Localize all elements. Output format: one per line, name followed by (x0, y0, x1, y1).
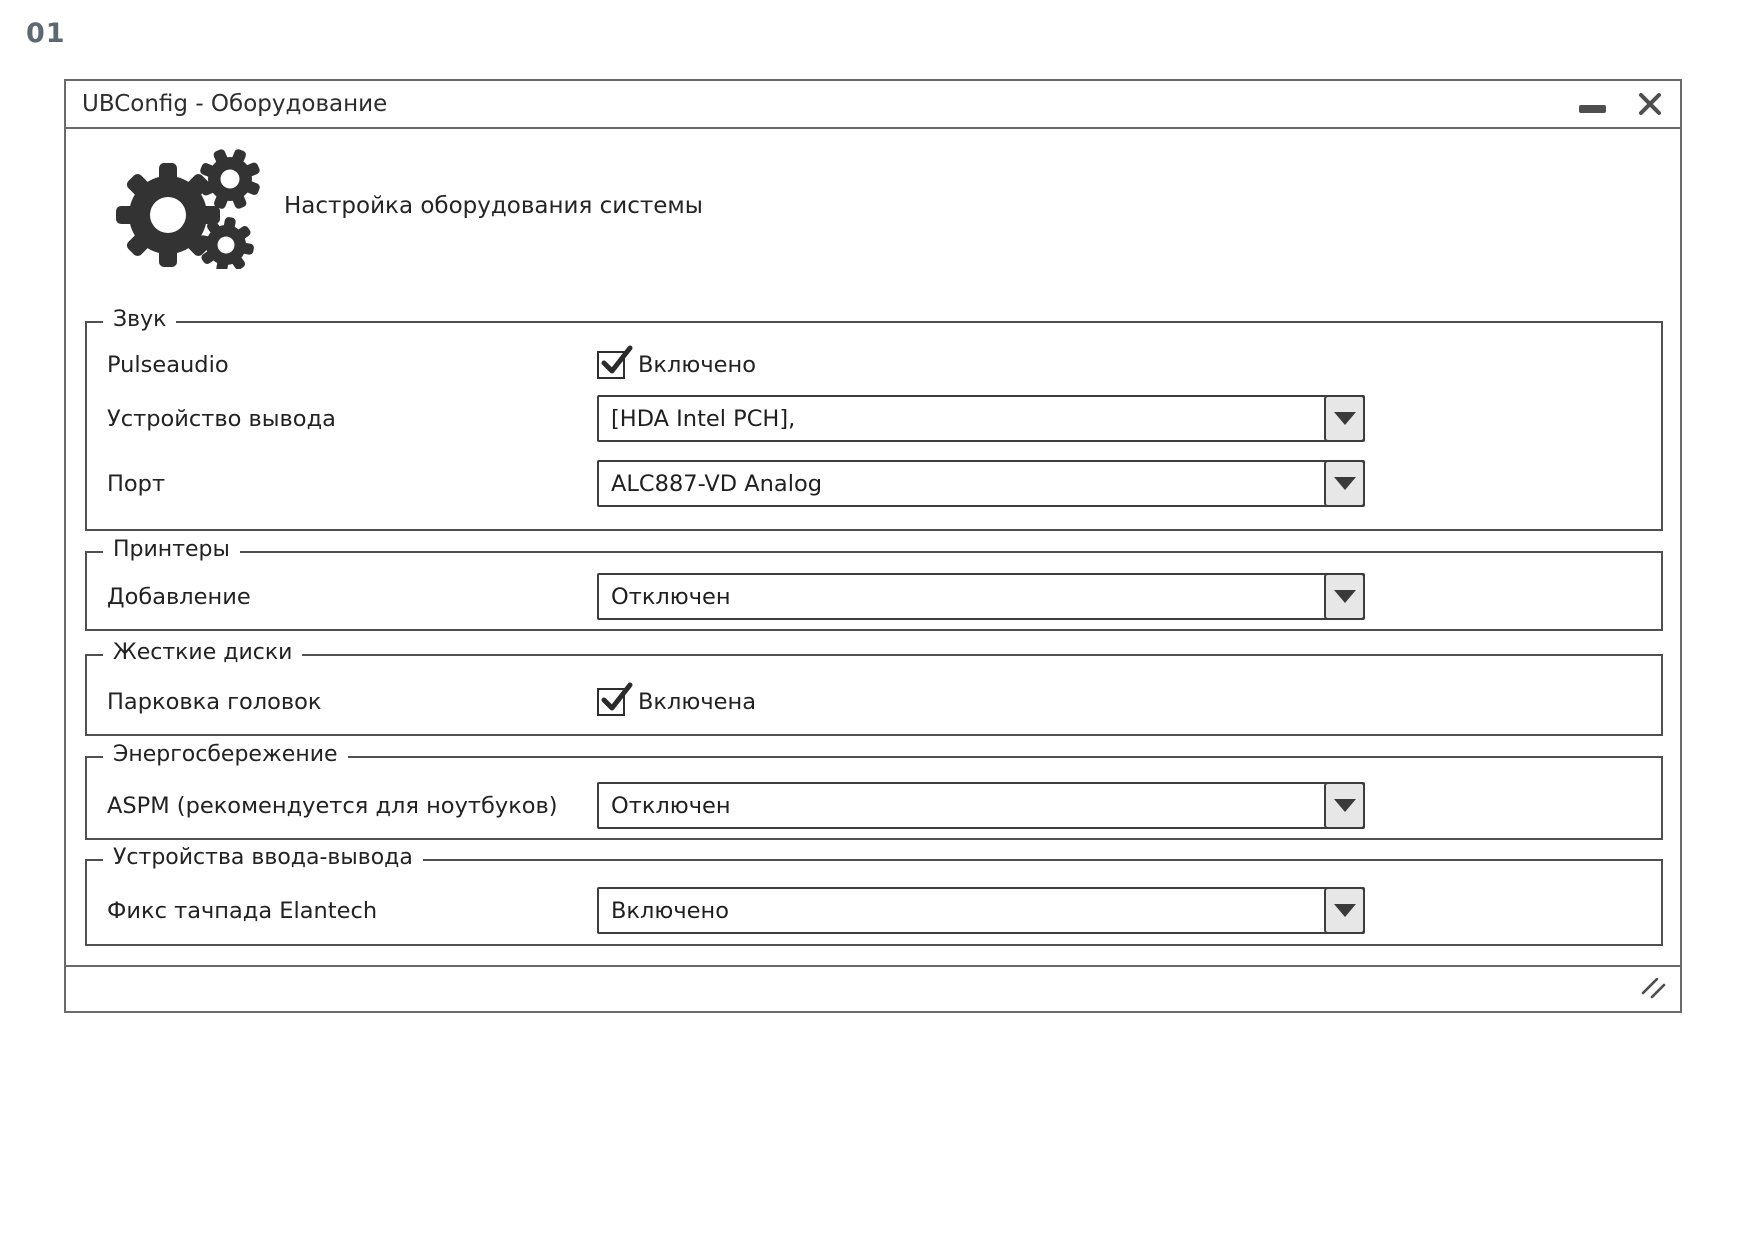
chevron-down-icon (1334, 799, 1356, 812)
row-aspm (107, 782, 1645, 829)
close-icon (1637, 91, 1663, 117)
window-title: UBConfig - Оборудование (82, 91, 388, 117)
row-head-parking (107, 678, 1645, 725)
group-sound-legend: Звук (103, 307, 176, 332)
resize-grip-icon[interactable] (1641, 978, 1667, 1002)
pulseaudio-label: Pulseaudio (107, 351, 229, 378)
aspm-value: Отключен (611, 792, 731, 819)
head-parking-checkbox-label: Включена (638, 688, 756, 715)
status-bar (66, 965, 1680, 1011)
window-content (66, 129, 1680, 965)
port-value: ALC887-VD Analog (611, 470, 822, 497)
group-io-devices-legend: Устройства ввода-вывода (103, 845, 423, 870)
port-label: Порт (107, 470, 166, 497)
head-parking-label: Парковка головок (107, 688, 322, 715)
group-printers (85, 537, 1663, 631)
row-printer-add (107, 573, 1645, 620)
printer-add-label: Добавление (107, 583, 251, 610)
group-power-saving-legend: Энергосбережение (103, 742, 348, 767)
head-parking-checkbox[interactable] (597, 688, 625, 716)
gears-icon (106, 143, 266, 273)
elantech-fix-value: Включено (611, 897, 729, 924)
aspm-dropdown[interactable] (597, 782, 1365, 829)
check-icon (599, 344, 635, 380)
header-text: Настройка оборудования системы (284, 193, 703, 219)
figure-label: 01 (26, 18, 66, 49)
title-bar (66, 81, 1680, 129)
group-io-devices (85, 845, 1663, 946)
row-port (107, 460, 1645, 507)
printer-add-dropdown-button[interactable] (1324, 573, 1365, 620)
minimize-button[interactable] (1578, 96, 1606, 122)
output-device-value: [HDA Intel PCH], (611, 405, 796, 432)
printer-add-value: Отключен (611, 583, 731, 610)
output-device-dropdown-button[interactable] (1324, 395, 1365, 442)
ubconfig-window (64, 79, 1682, 1013)
output-device-label: Устройство вывода (107, 405, 336, 432)
group-power-saving (85, 742, 1663, 840)
pulseaudio-checkbox-label: Включено (638, 351, 756, 378)
output-device-dropdown[interactable] (597, 395, 1365, 442)
elantech-fix-label: Фикс тачпада Elantech (107, 897, 378, 924)
row-elantech-fix (107, 887, 1645, 934)
printer-add-dropdown[interactable] (597, 573, 1365, 620)
chevron-down-icon (1334, 904, 1356, 917)
row-pulseaudio (107, 341, 1645, 388)
check-icon (599, 681, 635, 717)
group-sound (85, 307, 1663, 531)
aspm-dropdown-button[interactable] (1324, 782, 1365, 829)
chevron-down-icon (1334, 590, 1356, 603)
elantech-fix-dropdown-button[interactable] (1324, 887, 1365, 934)
row-output-device (107, 395, 1645, 442)
group-hard-disks-legend: Жесткие диски (103, 640, 302, 665)
chevron-down-icon (1334, 412, 1356, 425)
elantech-fix-dropdown[interactable] (597, 887, 1365, 934)
group-printers-legend: Принтеры (103, 537, 240, 562)
chevron-down-icon (1334, 477, 1356, 490)
close-button[interactable] (1636, 90, 1664, 118)
pulseaudio-checkbox[interactable] (597, 351, 625, 379)
port-dropdown-button[interactable] (1324, 460, 1365, 507)
group-hard-disks (85, 640, 1663, 736)
minimize-icon (1579, 105, 1606, 113)
aspm-label: ASPM (рекомендуется для ноутбуков) (107, 792, 558, 819)
port-dropdown[interactable] (597, 460, 1365, 507)
